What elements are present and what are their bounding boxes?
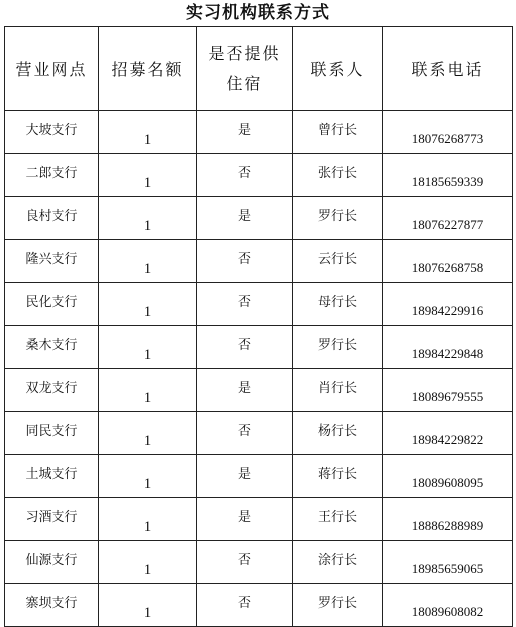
quota-cell: 1 bbox=[99, 240, 197, 283]
quota-cell: 1 bbox=[99, 197, 197, 240]
quota-cell: 1 bbox=[99, 541, 197, 584]
branch-cell: 仙源支行 bbox=[5, 541, 99, 584]
table-row bbox=[5, 111, 513, 154]
page-title: 实习机构联系方式 bbox=[186, 3, 330, 23]
contact-cell: 张行长 bbox=[293, 154, 383, 197]
table-row bbox=[5, 584, 513, 627]
header-contact: 联系人 bbox=[293, 27, 383, 111]
contact-cell: 罗行长 bbox=[293, 326, 383, 369]
table-row bbox=[5, 498, 513, 541]
contact-cell: 杨行长 bbox=[293, 412, 383, 455]
phone-cell: 18984229916 bbox=[383, 283, 513, 326]
phone-cell: 18985659065 bbox=[383, 541, 513, 584]
phone-cell: 18089608095 bbox=[383, 455, 513, 498]
quota-cell: 1 bbox=[99, 111, 197, 154]
lodging-cell: 是 bbox=[197, 369, 293, 412]
table-row bbox=[5, 369, 513, 412]
contact-cell: 罗行长 bbox=[293, 584, 383, 627]
phone-cell: 18984229822 bbox=[383, 412, 513, 455]
table-row bbox=[5, 154, 513, 197]
branch-cell: 隆兴支行 bbox=[5, 240, 99, 283]
table-row bbox=[5, 412, 513, 455]
header-branch: 营业网点 bbox=[5, 27, 99, 111]
table-body bbox=[5, 111, 513, 627]
contact-cell: 云行长 bbox=[293, 240, 383, 283]
branch-cell: 民化支行 bbox=[5, 283, 99, 326]
header-phone: 联系电话 bbox=[383, 27, 513, 111]
phone-cell: 18185659339 bbox=[383, 154, 513, 197]
lodging-cell: 否 bbox=[197, 412, 293, 455]
lodging-cell: 否 bbox=[197, 326, 293, 369]
quota-cell: 1 bbox=[99, 283, 197, 326]
quota-cell: 1 bbox=[99, 455, 197, 498]
quota-cell: 1 bbox=[99, 412, 197, 455]
lodging-cell: 否 bbox=[197, 154, 293, 197]
contact-cell: 母行长 bbox=[293, 283, 383, 326]
phone-cell: 18076268773 bbox=[383, 111, 513, 154]
lodging-cell: 否 bbox=[197, 541, 293, 584]
phone-cell: 18984229848 bbox=[383, 326, 513, 369]
table-row bbox=[5, 326, 513, 369]
quota-cell: 1 bbox=[99, 326, 197, 369]
branch-cell: 习酒支行 bbox=[5, 498, 99, 541]
branch-cell: 良村支行 bbox=[5, 197, 99, 240]
lodging-cell: 是 bbox=[197, 498, 293, 541]
table-row bbox=[5, 455, 513, 498]
lodging-cell: 是 bbox=[197, 111, 293, 154]
contact-cell: 曾行长 bbox=[293, 111, 383, 154]
table-row bbox=[5, 240, 513, 283]
branch-cell: 双龙支行 bbox=[5, 369, 99, 412]
contact-table bbox=[4, 26, 513, 627]
contact-cell: 蒋行长 bbox=[293, 455, 383, 498]
quota-cell: 1 bbox=[99, 584, 197, 627]
lodging-cell: 否 bbox=[197, 240, 293, 283]
quota-cell: 1 bbox=[99, 369, 197, 412]
contact-cell: 肖行长 bbox=[293, 369, 383, 412]
branch-cell: 土城支行 bbox=[5, 455, 99, 498]
phone-cell: 18089608082 bbox=[383, 584, 513, 627]
contact-cell: 罗行长 bbox=[293, 197, 383, 240]
branch-cell: 大坡支行 bbox=[5, 111, 99, 154]
branch-cell: 桑木支行 bbox=[5, 326, 99, 369]
branch-cell: 寨坝支行 bbox=[5, 584, 99, 627]
lodging-cell: 是 bbox=[197, 197, 293, 240]
branch-cell: 二郎支行 bbox=[5, 154, 99, 197]
contact-cell: 王行长 bbox=[293, 498, 383, 541]
table-row bbox=[5, 197, 513, 240]
lodging-cell: 否 bbox=[197, 283, 293, 326]
phone-cell: 18886288989 bbox=[383, 498, 513, 541]
table-header-row bbox=[5, 27, 513, 111]
table-row bbox=[5, 283, 513, 326]
lodging-cell: 否 bbox=[197, 584, 293, 627]
header-quota: 招募名额 bbox=[99, 27, 197, 111]
table-row bbox=[5, 541, 513, 584]
phone-cell: 18076227877 bbox=[383, 197, 513, 240]
lodging-cell: 是 bbox=[197, 455, 293, 498]
quota-cell: 1 bbox=[99, 154, 197, 197]
contact-cell: 涂行长 bbox=[293, 541, 383, 584]
quota-cell: 1 bbox=[99, 498, 197, 541]
header-lodging: 是否提供住宿 bbox=[197, 27, 293, 111]
phone-cell: 18089679555 bbox=[383, 369, 513, 412]
branch-cell: 同民支行 bbox=[5, 412, 99, 455]
phone-cell: 18076268758 bbox=[383, 240, 513, 283]
